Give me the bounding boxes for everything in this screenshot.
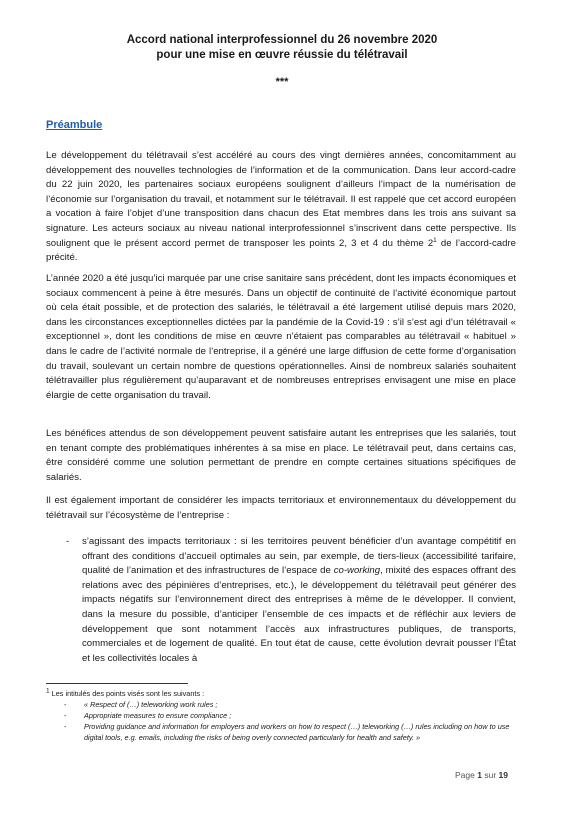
- footnote-intro: [46, 688, 516, 699]
- document-title-line-2: pour une mise en œuvre réussie du télétravail: [156, 49, 408, 61]
- footnote-mark: 1: [46, 687, 50, 695]
- footnote-item-dash: -: [64, 711, 67, 720]
- footnote-item-text: « Respect of (…) teleworking work rules ;: [84, 700, 218, 709]
- footnote-divider: [46, 683, 188, 684]
- footnote-item: [46, 710, 516, 721]
- page-number: [455, 770, 508, 780]
- footnote-block: [46, 688, 516, 743]
- bullet-text: [82, 535, 516, 666]
- paragraph-2: L’année 2020 a été jusqu’ici marquée par une crise sanitaire sans précédent, dont les impacts économiques et sociaux commencent à peine à être mesurés. Dans un objectif de continuité de l’activité économique partout où cela était possible, et de protection des salariés, le télétravail a été largement utilisé depuis mars 2020, dans les circonstances exceptionnelles dictées par la pandémie de la Covid-19 : s’il s’est agi d’un télétravail « exceptionnel », dont les conditions de mise en œuvre n’étaient pas comparables au télétravail « habituel » dans le cadre de l’activité normale de l’entreprise, il a généré une large diffusion de cette forme d’organisation du travail, soulevant un certain nombre de questions opérationnelles. Ainsi de nombreux salariés souhaitent télétravailler plus régulièrement qu’auparavant et de nombreuses entreprises envisagent une mise en place élargie de cette organisation du travail.: [46, 273, 516, 401]
- section-separator: ***: [275, 76, 289, 88]
- section-heading-preambule: Préambule: [46, 119, 103, 131]
- paragraph-4: Il est également important de considérer les impacts territoriaux et environnementaux du développement du télétravail sur l’écosystème de l’entreprise :: [46, 495, 516, 521]
- page-number-separator: sur: [484, 770, 497, 780]
- paragraph-1-text-end: de l’accord-cadre précité.: [46, 237, 516, 264]
- footnote-item-dash: -: [64, 722, 67, 731]
- page-number-current: 1: [477, 770, 482, 780]
- paragraph-1: [46, 149, 516, 266]
- paragraph-1-text: Le développement du télétravail s’est accéléré au cours des vingt dernières années, concomitamment au développement des nouvelles technologies de l’information et de la communication. Dans leur accord-cadre du 22 juin 2020, les partenaires sociaux européens soulignent d’ailleurs l’impact de la numérisation de l’économie sur l’organisation du travail, et notamment sur le télétravail. Il est rappelé que cet accord européen a vocation à faire l’objet d’une transposition dans chacun des Etat membres dans les trois ans suivant sa signature. Les acteurs sociaux au niveau national interprofessionnel s’inscrivent dans cette perspective. Ils soulignent que le présent accord permet de transposer les points 2, 3 et 4 du thème 2: [46, 150, 516, 249]
- footnote-item-dash: -: [64, 700, 67, 709]
- footnote-item: [46, 699, 516, 710]
- footnote-item: [46, 721, 516, 743]
- document-title-line-1: Accord national interprofessionnel du 26 novembre 2020: [126, 34, 438, 46]
- bullet-dash: -: [66, 536, 70, 547]
- footnote-item-text: Providing guidance and information for employers and workers on how to respect (…) teleworking (…) rules including on how to use digital tools, e.g. emails, including the risks of being overly connected particularly for health and safety. »: [84, 722, 510, 742]
- page-number-prefix: Page: [455, 770, 475, 780]
- bullet-text-italic: co-working: [333, 565, 381, 577]
- footnote-reference[interactable]: 1: [433, 236, 437, 244]
- footnote-intro-text: Les intitulés des points visés sont les suivants :: [49, 689, 205, 698]
- footnote-item-text: Appropriate measures to ensure compliance ;: [84, 711, 232, 720]
- paragraph-3: Les bénéfices attendus de son développement peuvent satisfaire autant les entreprises que les salariés, tout en tenant compte des problématiques inhérentes à sa mise en place. Le télétravail peut, dans certains cas, être considéré comme une solution permettant de prendre en compte certaines situations spécifiques de salariés.: [46, 428, 516, 483]
- bullet-text-end: , mixité des espaces offrant des relations avec des pépinières d’entreprises, etc.), le développement du télétravail peut générer des impacts négatifs sur l’environnement direct des entreprises à même de le développer. Il convient, dans la mesure du possible, d’anticiper l’ensemble de ces impacts et de réfléchir aux leviers de développement que sont notamment l’accès aux infrastructures publiques, de transports, commerciales et de logement de qualité. En tout état de cause, cette évolution devrait pousser l’État et les collectivités locales à: [82, 565, 516, 664]
- bullet-text-start: s’agissant des impacts territoriaux : si les territoires peuvent bénéficier d’un avantage compétitif en offrant des conditions d’accueil optimales au sein, par exemple, de tiers-lieux (accessibilité tarifaire, qualité de l’animation et des infrastructures de l’espace de: [82, 536, 516, 577]
- page-number-total: 19: [498, 770, 508, 780]
